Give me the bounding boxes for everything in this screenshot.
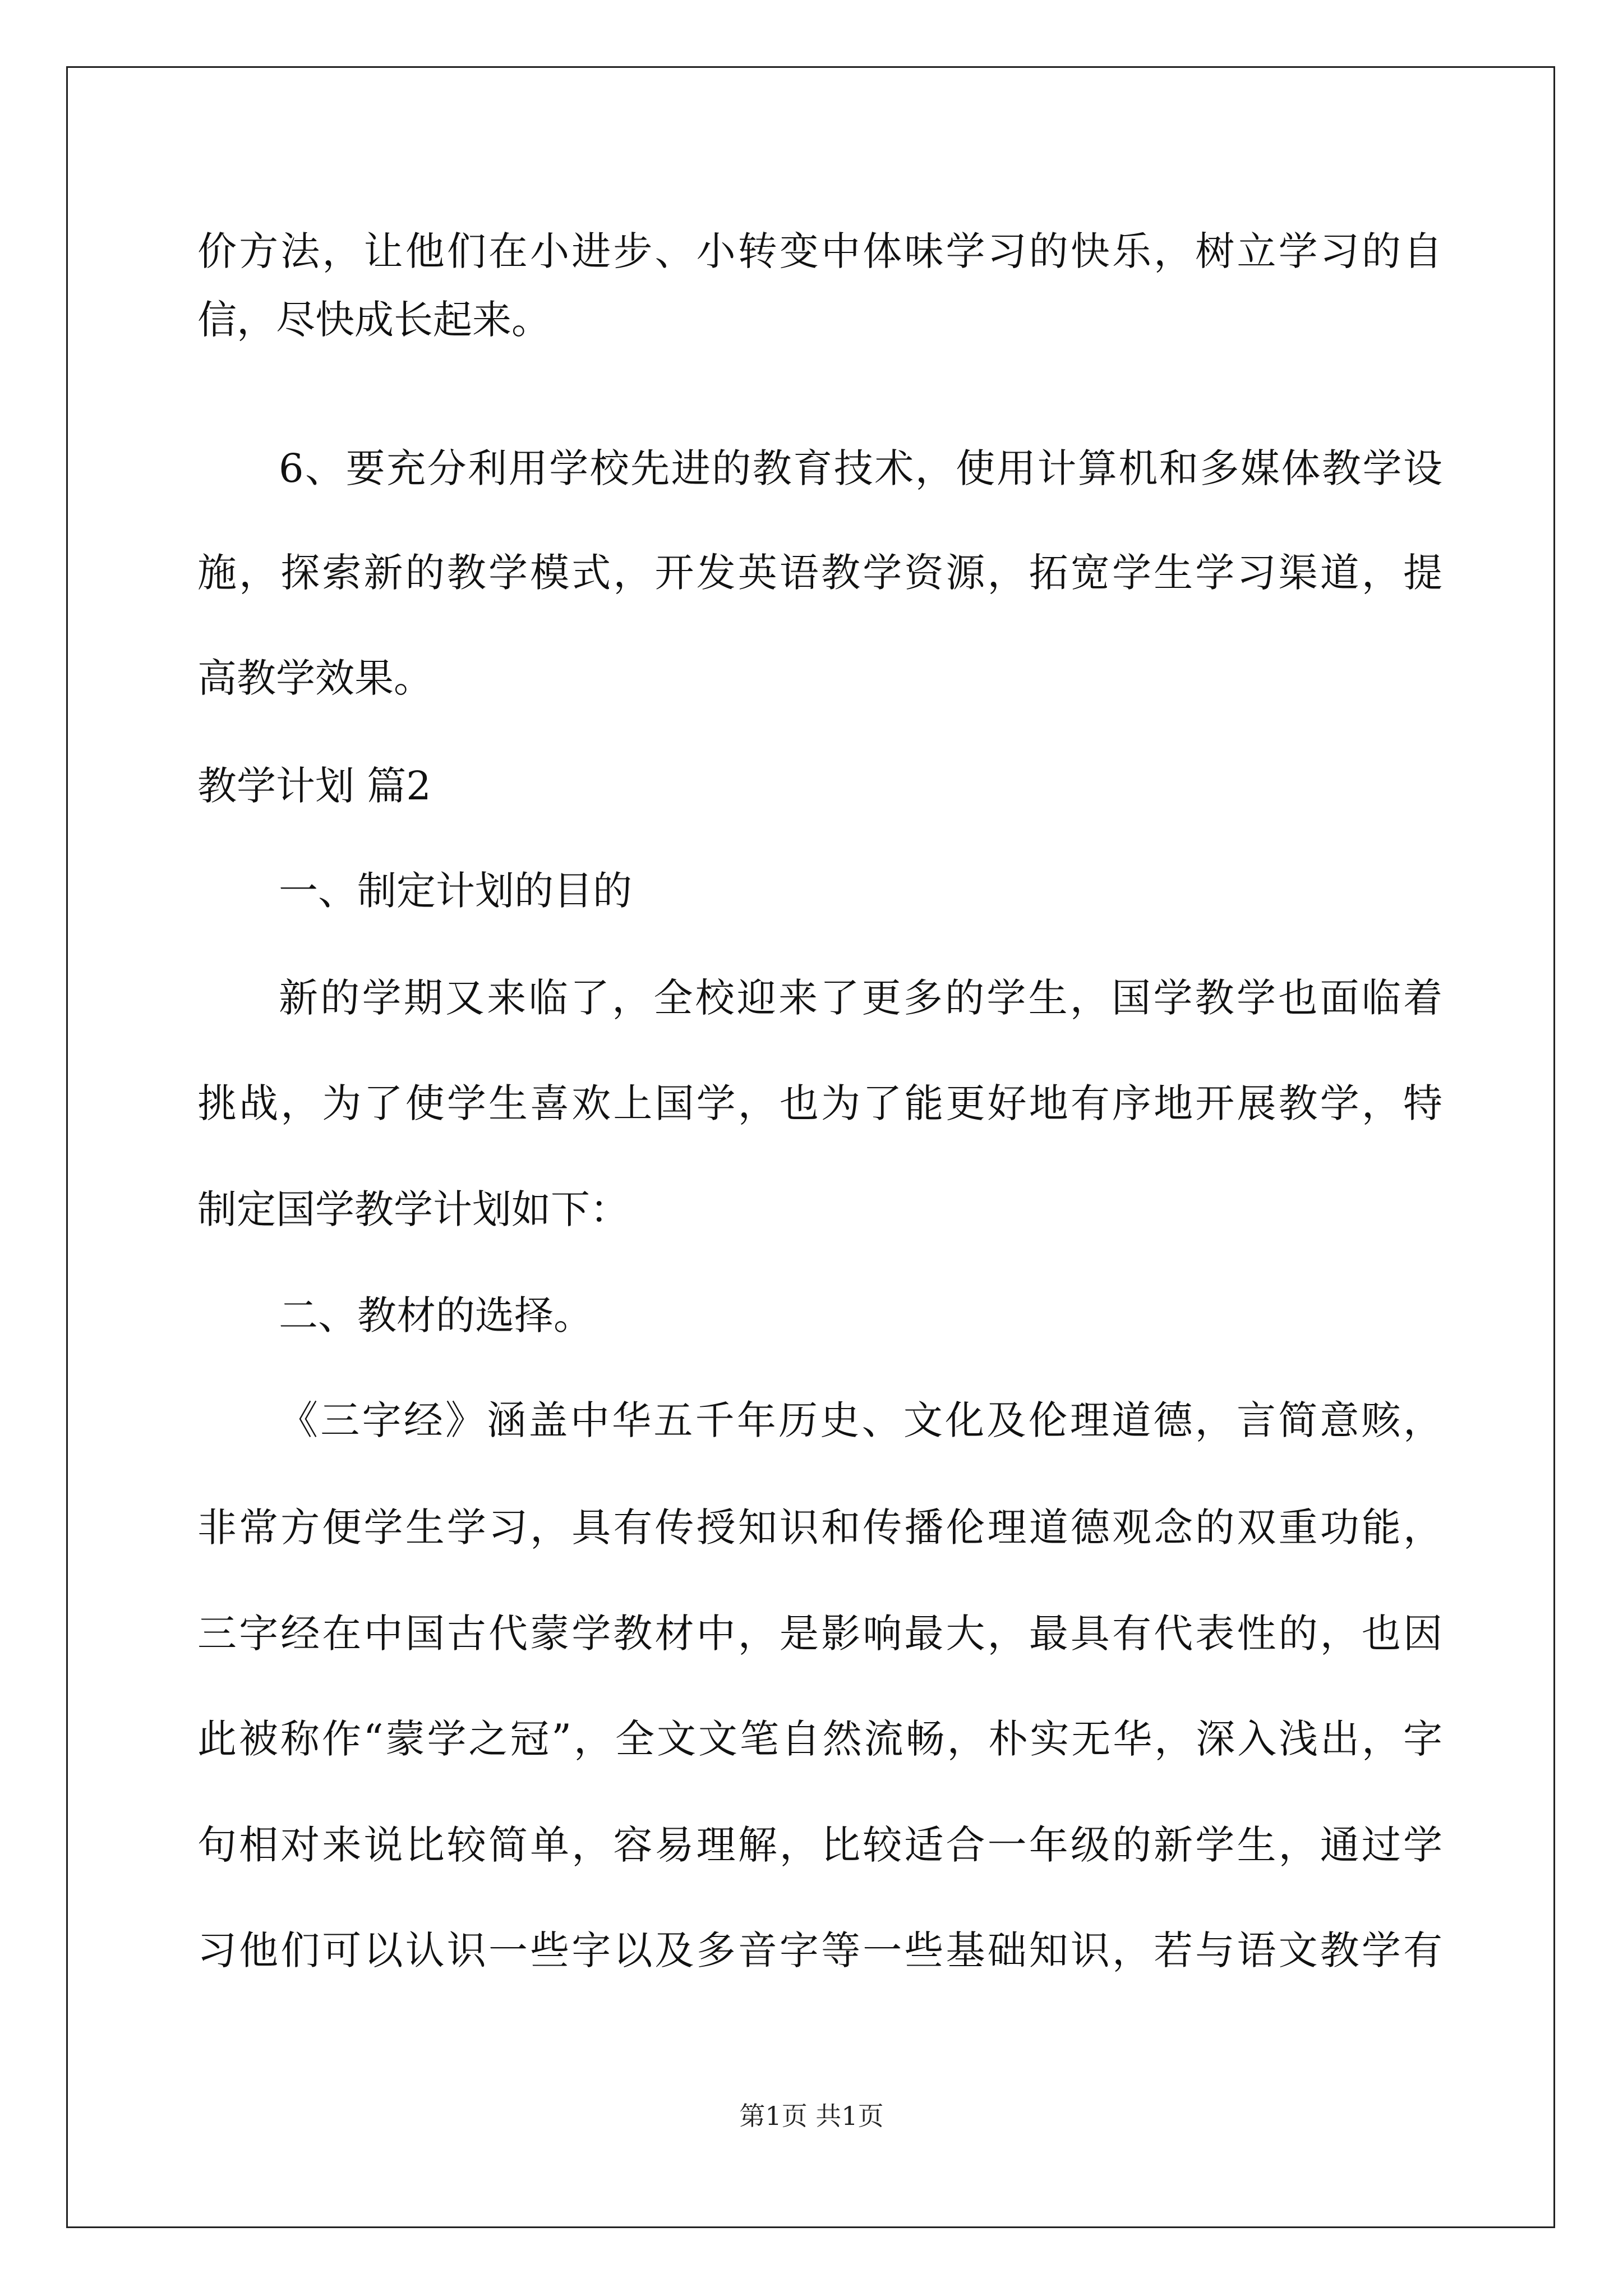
- text-line: 制定国学教学计划如下：: [197, 1186, 629, 1232]
- text-line: 句相对来说比较简单，容易理解，比较适合一年级的新学生，通过学: [197, 1822, 1442, 1868]
- text-line: 价方法，让他们在小进步、小转变中体味学习的快乐，树立学习的自: [197, 228, 1442, 274]
- text-line: 非常方便学生学习，具有传授知识和传播伦理道德观念的双重功能，: [197, 1504, 1442, 1550]
- page-footer: 第1页 共1页: [739, 2101, 884, 2131]
- page-border: [66, 66, 1555, 2228]
- text-line: 信，尽快成长起来。: [197, 297, 551, 343]
- text-line: 《三字经》涵盖中华五千年历史、文化及伦理道德，言简意赅，: [279, 1397, 1442, 1443]
- text-line: 此被称作“蒙学之冠”，全文文笔自然流畅，朴实无华，深入浅出，字: [197, 1716, 1442, 1762]
- text-line: 施，探索新的教学模式，开发英语教学资源，拓宽学生学习渠道，提: [197, 550, 1442, 596]
- text-line: 三字经在中国古代蒙学教材中，是影响最大，最具有代表性的，也因: [197, 1611, 1442, 1657]
- text-line: 6、要充分利用学校先进的教育技术，使用计算机和多媒体教学设: [279, 445, 1442, 491]
- section-heading: 教学计划 篇2: [197, 763, 431, 809]
- text-line: 二、教材的选择。: [279, 1292, 593, 1338]
- text-line: 高教学效果。: [197, 655, 433, 701]
- text-line: 习他们可以认识一些字以及多音字等一些基础知识，若与语文教学有: [197, 1927, 1442, 1973]
- text-line: 挑战，为了使学生喜欢上国学，也为了能更好地有序地开展教学，特: [197, 1080, 1442, 1126]
- text-line: 一、制定计划的目的: [279, 868, 632, 914]
- text-line: 新的学期又来临了，全校迎来了更多的学生，国学教学也面临着: [279, 975, 1442, 1021]
